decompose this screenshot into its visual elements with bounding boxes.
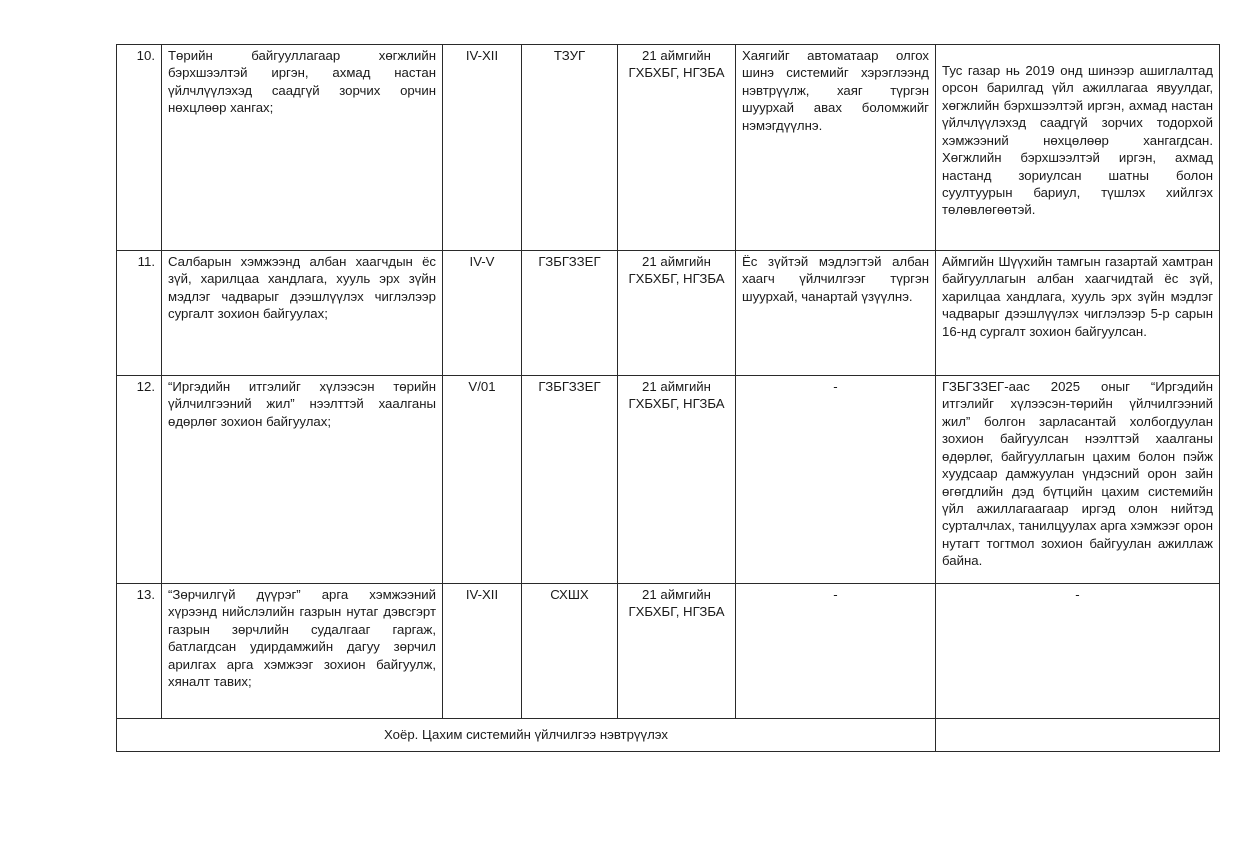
responsible-unit: ГЗБГЗЗЕГ [522,376,618,584]
period: V/01 [443,376,522,584]
task-description: Салбарын хэмжээнд албан хаагчдын ёс зүй, харилцаа хандлага, хууль эрх зүйн мэдлэг чадварыг дээшлүүлэх чиглэлээр сургалт зохион байгуулах; [162,251,443,376]
progress-report: ГЗБГЗЗЕГ-аас 2025 оныг “Иргэдийн итгэлийг хүлээсэн-төрийн үйлчилгээний жил” болгон зарласантай холбогдуулан зохион байгуулсан нээлттэй хаалганы өдөрлөг, байгууллагын цахим болон пэйж хуудсаар дамжуулан үндэсний орон зайн өгөгдлийн дэд бүтцийн цахим системийн үйл ажиллагаагаар иргэд олон нийтэд сурталчлах, танилцуулах арга хэмжээг орон нутагт тогтмол зохион байгуулан ажиллаж байна. [936,376,1220,584]
responsible-unit: ГЗБГЗЗЕГ [522,251,618,376]
responsible-unit: СХШХ [522,584,618,719]
expected-result: - [736,584,936,719]
responsible-unit: ТЗУГ [522,45,618,251]
action-plan-table [116,44,1220,752]
expected-result: Ёс зүйтэй мэдлэгтэй албан хаагч үйлчилгээг түргэн шуурхай, чанартай үзүүлнэ. [736,251,936,376]
row-number: 10. [117,45,162,251]
row-number: 12. [117,376,162,584]
partner-units: 21 аймгийн ГХБХБГ, НГЗБА [618,376,736,584]
expected-result: - [736,376,936,584]
progress-report: Тус газар нь 2019 онд шинээр ашиглалтад орсон барилгад үйл ажиллагаа явуулдаг, хөгжлийн бэрхшээлтэй иргэн, ахмад настан үйлчлүүлэхэд саадгүй зорчих тодорхой хэмжээний нөхцөлөөр хангагдсан. Хөгжлийн бэрхшээлтэй иргэн, ахмад настанд зориулсан шатны болон суултуурын бариул, түшлэх хийлгэх төлөвлөгөөтэй. [936,45,1220,251]
partner-units: 21 аймгийн ГХБХБГ, НГЗБА [618,251,736,376]
section-header-row [117,719,1220,752]
period: IV-V [443,251,522,376]
row-number: 13. [117,584,162,719]
table-row [117,376,1220,584]
expected-result: Хаягийг автоматаар олгох шинэ системийг хэрэглээнд нэвтрүүлж, хаяг түргэн шуурхай авах боломжийг нэмэгдүүлнэ. [736,45,936,251]
task-description: “Зөрчилгүй дүүрэг” арга хэмжээний хүрээнд нийслэлийн газрын нутаг дэвсгэрт газрын зөрчлийн судалгааг гаргаж, батлагдсан удирдамжийн дагуу зөрчил арилгах арга хэмжээг зохион байгуулж, хяналт тавих; [162,584,443,719]
row-number: 11. [117,251,162,376]
partner-units: 21 аймгийн ГХБХБГ, НГЗБА [618,45,736,251]
task-description: Төрийн байгууллагаар хөгжлийн бэрхшээлтэй иргэн, ахмад настан үйлчлүүлэхэд саадгүй зорчих орчин нөхцлөөр хангах; [162,45,443,251]
section-title: Хоёр. Цахим системийн үйлчилгээ нэвтрүүлэх [117,719,936,752]
progress-report: Аймгийн Шүүхийн тамгын газартай хамтран байгууллагын албан хаагчидтай ёс зүй, харилцаа хандлага, хууль эрх зүйн мэдлэг чадварыг дээшлүүлэх чиглэлээр 5-р сарын 16-нд сургалт зохион байгуулсан. [936,251,1220,376]
table-row [117,251,1220,376]
progress-report: - [936,584,1220,719]
period: IV-XII [443,584,522,719]
table-row [117,584,1220,719]
partner-units: 21 аймгийн ГХБХБГ, НГЗБА [618,584,736,719]
section-empty-cell [936,719,1220,752]
task-description: “Иргэдийн итгэлийг хүлээсэн төрийн үйлчилгээний жил” нээлттэй хаалганы өдөрлөг зохион байгуулах; [162,376,443,584]
table-row [117,45,1220,251]
period: IV-XII [443,45,522,251]
